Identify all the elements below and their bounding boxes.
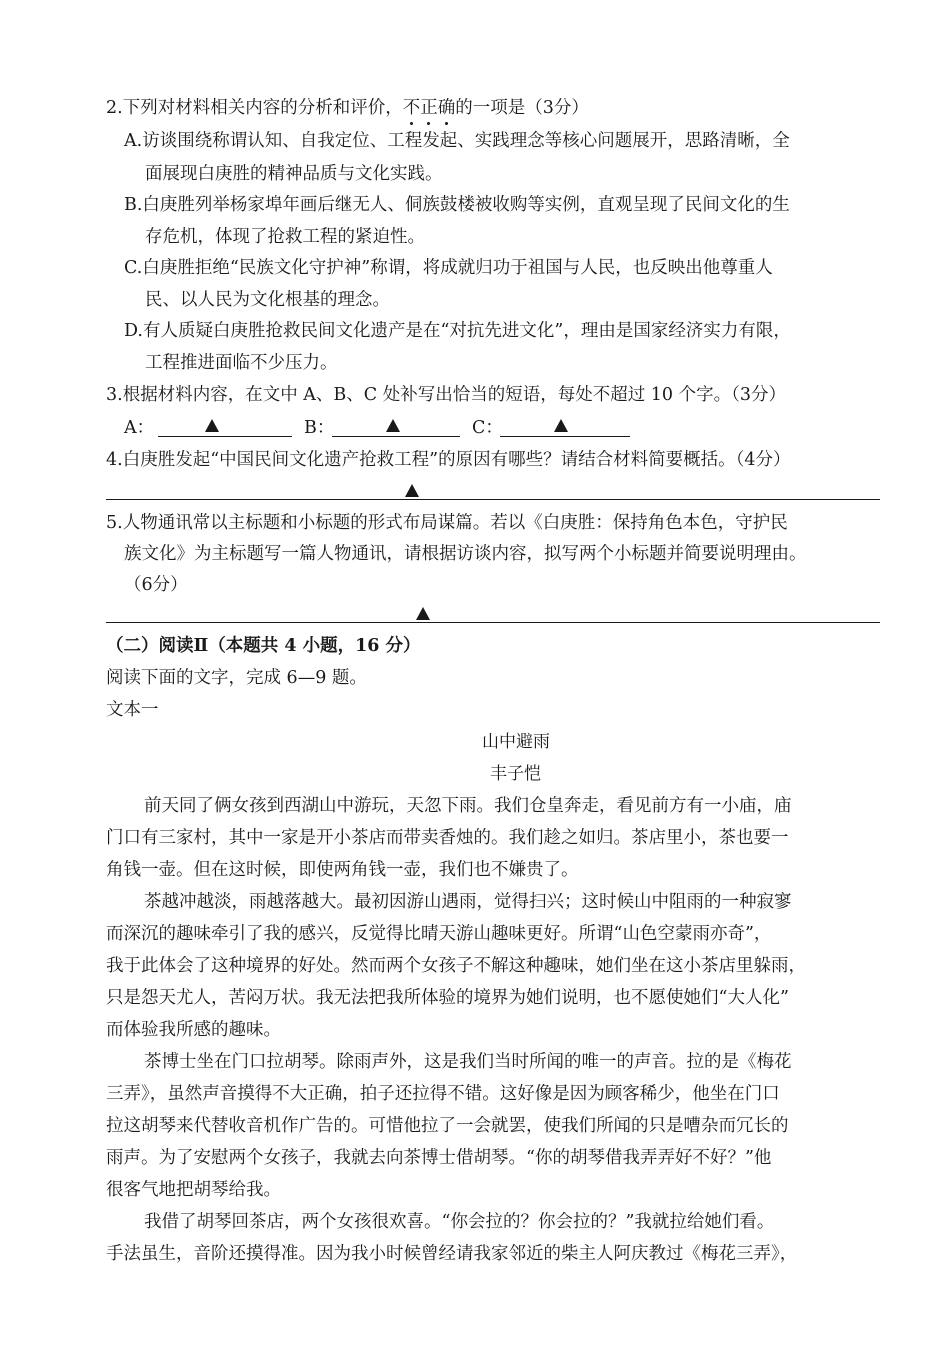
q2-option-c-line-2: 民、以人民为文化根基的理念。 <box>145 290 390 310</box>
essay-author: 丰子恺 <box>490 764 541 784</box>
q5-line-2: 族文化》为主标题写一篇人物通讯，请根据访谈内容，拟写两个小标题并简要说明理由。 <box>124 544 807 564</box>
q3-blank-a[interactable] <box>158 436 292 437</box>
essay-line: 角钱一壶。但在这时候，即使两角钱一壶，我们也不嫌贵了。 <box>106 860 579 880</box>
q3-label-a: A： <box>124 418 155 438</box>
q2-stem-emphasis <box>403 98 456 118</box>
q5-line-3: （6分） <box>124 575 188 595</box>
q2-option-b-line-2: 存危机，体现了抢救工程的紧迫性。 <box>145 227 425 247</box>
q2-stem-before: 2.下列对材料相关内容的分析和评价， <box>106 98 403 118</box>
q4-answer-line[interactable] <box>106 499 880 500</box>
essay-line: 拉这胡琴来代替收音机作广告的。可惜他拉了一会就罢，使我们所闻的只是嘈杂而冗长的 <box>106 1116 789 1136</box>
q2-stem-after: 的一项是（3分） <box>455 98 589 118</box>
essay-line: 茶越冲越淡，雨越落越大。最初因游山遇雨，觉得扫兴；这时候山中阻雨的一种寂寥 <box>144 892 792 912</box>
section-instruction: 阅读下面的文字，完成 6—9 题。 <box>106 668 367 688</box>
essay-title: 山中避雨 <box>482 732 550 752</box>
q3-label-c: C： <box>472 418 503 438</box>
essay-line: 我借了胡琴回茶店，两个女孩很欢喜。“你会拉的？你会拉的？”我就拉给她们看。 <box>144 1212 775 1232</box>
answer-triangle-icon <box>554 419 568 432</box>
answer-triangle-icon <box>205 419 219 432</box>
emphasis-char: 不 <box>402 98 421 118</box>
essay-line: 而体验我所感的趣味。 <box>106 1020 281 1040</box>
essay-line: 很客气地把胡琴给我。 <box>106 1180 281 1200</box>
q2-option-a-line-2: 面展现白庚胜的精神品质与文化实践。 <box>145 164 443 184</box>
q2-option-a-line-1: A.访谈围绕称谓认知、自我定位、工程发起、实践理念等核心问题展开，思路清晰，全 <box>124 131 790 151</box>
q5-line-1: 5.人物通讯常以主标题和小标题的形式布局谋篇。若以《白庚胜：保持角色本色，守护民 <box>106 513 788 533</box>
q3-blank-c[interactable] <box>500 436 630 437</box>
q3-label-b: B： <box>304 418 335 438</box>
q2-option-d-line-1: D.有人质疑白庚胜抢救民间文化遗产是在“对抗先进文化”，理由是国家经济实力有限， <box>124 321 791 341</box>
q3-blank-b[interactable] <box>332 436 460 437</box>
section-heading: （二）阅读Ⅱ（本题共 4 小题，16 分） <box>106 636 421 656</box>
answer-triangle-icon <box>416 607 430 620</box>
q3-stem: 3.根据材料内容，在文中 A、B、C 处补写出恰当的短语，每处不超过 10 个字。（3分） <box>106 385 786 405</box>
q4-stem: 4.白庚胜发起“中国民间文化遗产抢救工程”的原因有哪些？请结合材料简要概括。（4分） <box>106 450 791 470</box>
q5-answer-line[interactable] <box>106 622 880 623</box>
essay-line: 而深沉的趣味牵引了我的感兴，反觉得比晴天游山趣味更好。所谓“山色空蒙雨亦奇”， <box>106 924 772 944</box>
emphasis-char: 确 <box>437 98 456 118</box>
answer-triangle-icon <box>405 484 419 497</box>
essay-line: 只是怨天尤人，苦闷万状。我无法把我所体验的境界为她们说明，也不愿使她们“大人化” <box>106 988 789 1008</box>
q2-option-b-line-1: B.白庚胜列举杨家埠年画后继无人、侗族鼓楼被收购等实例，直观呈现了民间文化的生 <box>124 195 790 215</box>
essay-line: 前天同了俩女孩到西湖山中游玩，天忽下雨。我们仓皇奔走，看见前方有一小庙，庙 <box>144 796 792 816</box>
essay-line: 手法虽生，音阶还摸得准。因为我小时候曾经请我家邻近的柴主人阿庆教过《梅花三弄》， <box>106 1244 798 1264</box>
emphasis-char: 正 <box>420 98 438 118</box>
essay-line: 三弄》，虽然声音摸得不大正确，拍子还拉得不错。这好像是因为顾客稀少，他坐在门口 <box>106 1084 780 1104</box>
essay-line: 门口有三家村，其中一家是开小茶店而带卖香烛的。我们趁之如归。茶店里小，茶也要一 <box>106 828 789 848</box>
essay-line: 我于此体会了这种境界的好处。然而两个女孩子不解这种趣味，她们坐在这小茶店里躲雨， <box>106 956 806 976</box>
essay-line: 茶博士坐在门口拉胡琴。除雨声外，这是我们当时所闻的唯一的声音。拉的是《梅花 <box>144 1052 792 1072</box>
text-one-label: 文本一 <box>106 700 159 720</box>
q2-option-d-line-2: 工程推进面临不少压力。 <box>145 353 338 373</box>
q2-stem <box>106 100 589 118</box>
q2-option-c-line-1: C.白庚胜拒绝“民族文化守护神”称谓，将成就归功于祖国与人民，也反映出他尊重人 <box>124 258 773 278</box>
essay-line: 雨声。为了安慰两个女孩子，我就去向茶博士借胡琴。“你的胡琴借我弄弄好不好？”他 <box>106 1148 772 1168</box>
answer-triangle-icon <box>386 419 400 432</box>
